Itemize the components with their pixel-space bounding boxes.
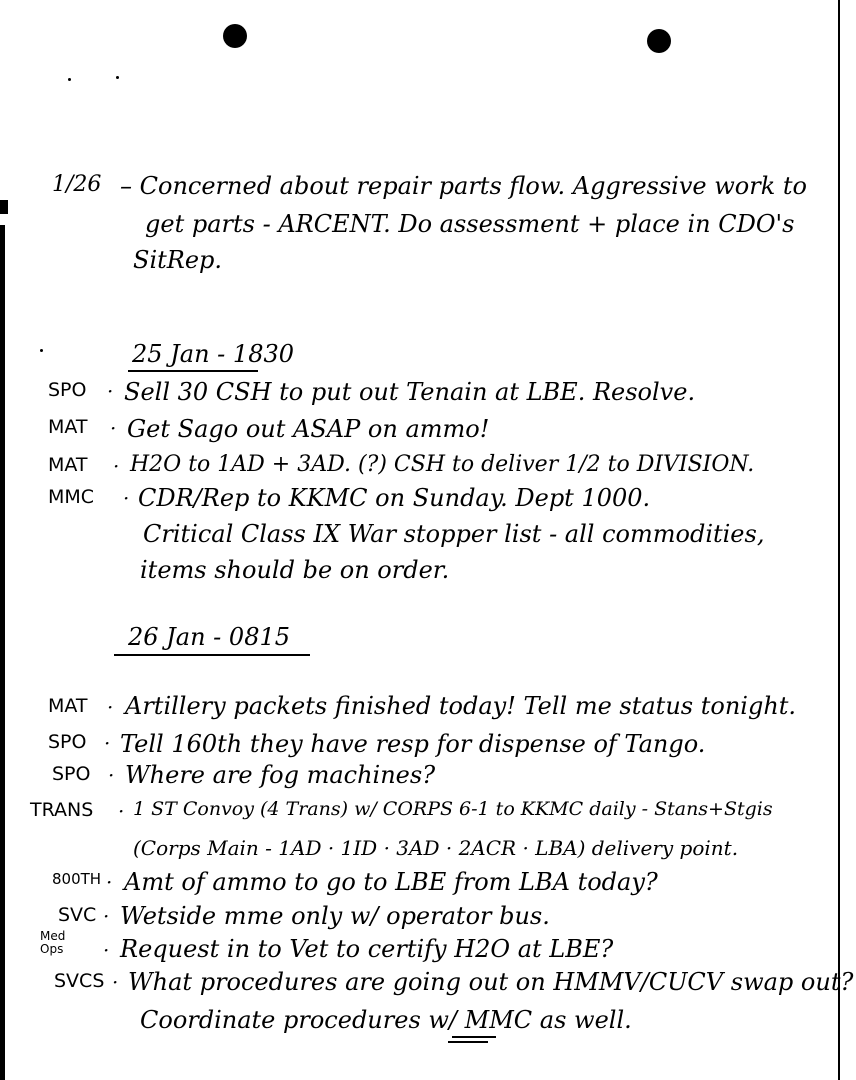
item-line: What procedures are going out on HMMV/CUCV swap out? <box>128 968 854 996</box>
item-line: Artillery packets finished today! Tell me status tonight. <box>125 692 797 720</box>
item-code: SPO <box>48 379 87 401</box>
entry-line: SitRep. <box>133 246 223 274</box>
item-bullet: · <box>118 799 125 823</box>
item-line: Request in to Vet to certify H2O at LBE? <box>120 935 614 963</box>
item-bullet: · <box>112 970 119 994</box>
item-line: items should be on order. <box>140 556 450 584</box>
item-code: 800TH <box>52 870 102 888</box>
scan-edge-bar <box>0 225 5 1080</box>
item-line: Tell 160th they have resp for dispense of Tango. <box>120 730 706 758</box>
item-line: Sell 30 CSH to put out Tenain at LBE. Resolve. <box>124 378 696 406</box>
item-code: SVCS <box>54 970 105 992</box>
speck <box>68 78 71 81</box>
speck <box>116 76 119 79</box>
mmc-underline <box>452 1036 496 1038</box>
item-code: Med Ops <box>40 929 66 957</box>
item-line: Where are fog machines? <box>125 761 436 789</box>
item-line: H2O to 1AD + 3AD. (?) CSH to deliver 1/2 to DIVISION. <box>130 452 755 477</box>
heading-underline <box>128 370 258 372</box>
mmc-underline-2 <box>448 1041 488 1043</box>
item-bullet: · <box>103 938 110 962</box>
item-bullet: · <box>107 379 114 403</box>
item-bullet: · <box>108 763 115 787</box>
item-line: 1 ST Convoy (4 Trans) w/ CORPS 6-1 to KKMC daily - Stans+Stgis <box>133 798 773 820</box>
item-bullet: · <box>123 486 130 510</box>
item-bullet: · <box>107 695 114 719</box>
item-code: TRANS <box>30 799 94 821</box>
item-code: MMC <box>48 486 95 508</box>
item-code: MAT <box>48 695 88 717</box>
punch-hole-left <box>223 24 247 48</box>
item-code: SPO <box>48 731 87 753</box>
item-bullet: · <box>110 416 117 440</box>
item-bullet: · <box>104 731 111 755</box>
item-line: CDR/Rep to KKMC on Sunday. Dept 1000. <box>138 484 651 512</box>
item-line: Coordinate procedures w/ MMC as well. <box>140 1006 632 1034</box>
item-bullet: · <box>106 870 113 894</box>
item-line: Amt of ammo to go to LBE from LBA today? <box>124 868 658 896</box>
scan-edge-mark <box>0 200 8 214</box>
heading-underline <box>114 654 310 656</box>
punch-hole-right <box>647 29 671 53</box>
section-heading: 26 Jan - 0815 <box>128 623 290 651</box>
scan-edge-right <box>838 0 840 1080</box>
entry-date: 1/26 <box>52 172 102 197</box>
item-line: Get Sago out ASAP on ammo! <box>127 415 490 443</box>
item-line: Critical Class IX War stopper list - all commodities, <box>143 520 765 548</box>
item-bullet: · <box>103 904 110 928</box>
item-bullet: · <box>113 454 120 478</box>
item-code: MAT <box>48 454 88 476</box>
item-code: MAT <box>48 416 88 438</box>
item-line: (Corps Main - 1AD · 1ID · 3AD · 2ACR · LBA) delivery point. <box>133 836 739 860</box>
item-code: SPO <box>52 763 91 785</box>
item-code: SVC <box>58 904 97 926</box>
item-line: Wetside mme only w/ operator bus. <box>120 902 550 930</box>
entry-line: get parts - ARCENT. Do assessment + place in CDO's <box>145 210 795 238</box>
entry-line: – Concerned about repair parts flow. Aggressive work to <box>120 172 807 200</box>
speck <box>40 349 43 352</box>
section-heading: 25 Jan - 1830 <box>132 340 294 368</box>
